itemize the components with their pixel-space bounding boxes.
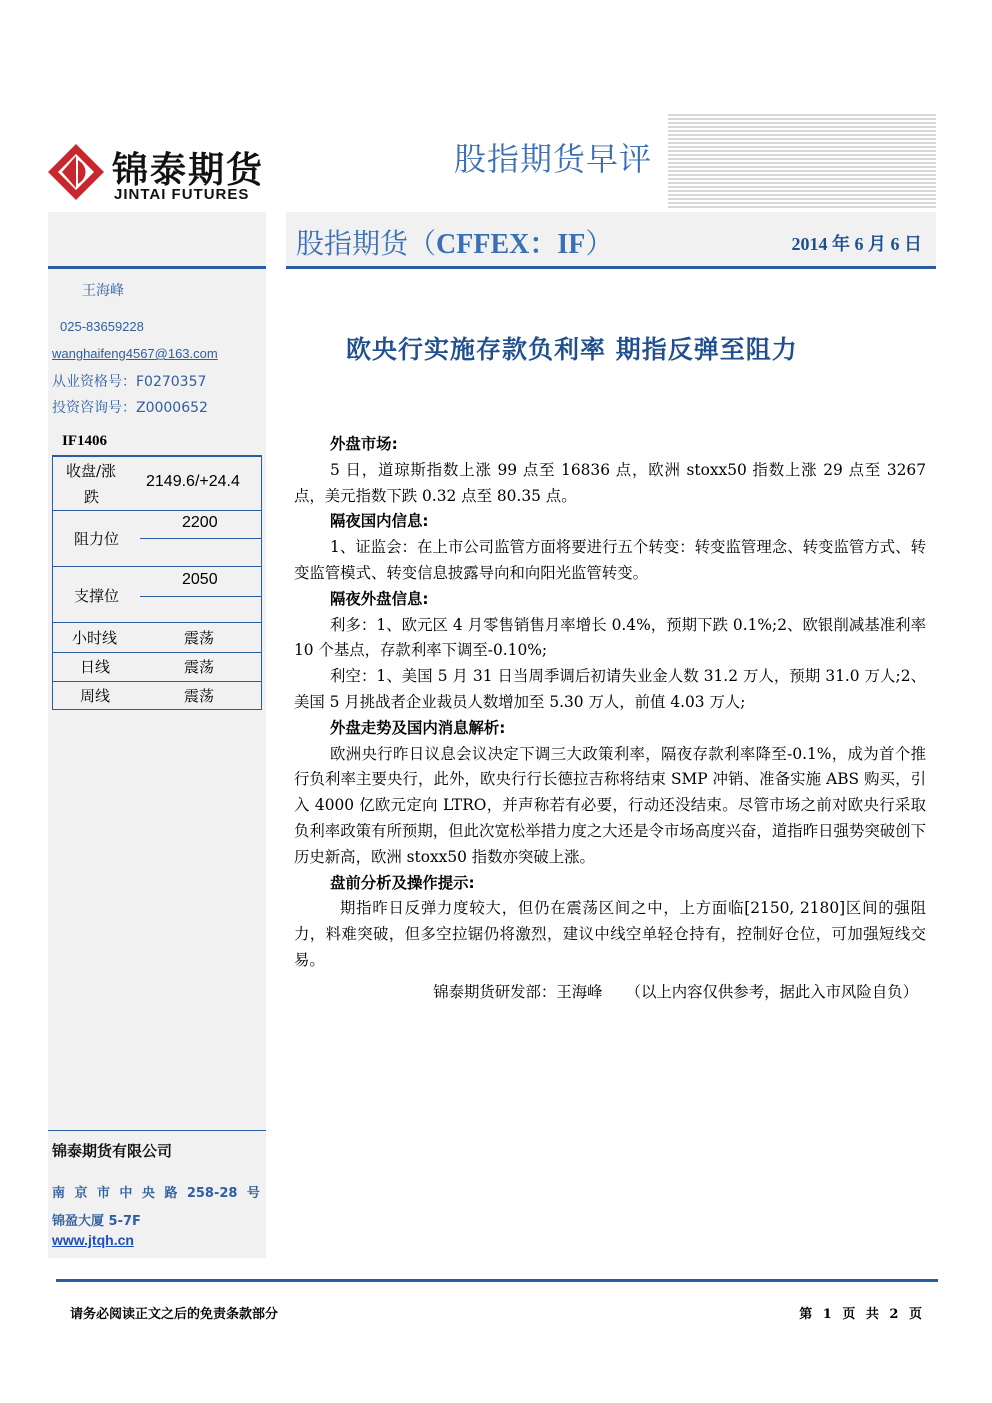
category-band-rule (286, 266, 936, 269)
category-title (296, 222, 613, 262)
report-body (294, 432, 926, 1006)
address-part: 258-28 (186, 1186, 238, 1201)
category-title-en: CFFEX：IF (436, 229, 586, 260)
paragraph-domestic-news: 1、证监会：在上市公司监管方面将要进行五个转变：转变监管理念、转变监管方式、转变监管模式、转变信息披露导向和向阳光监管转变。 (294, 538, 926, 582)
footer-rule (56, 1279, 938, 1282)
footer-page-number: 第 1 页 共 2 页 (799, 1307, 922, 1322)
table-row-divider (52, 681, 262, 682)
table-right-rule (261, 457, 262, 710)
table-bottom-rule (52, 709, 262, 710)
category-title-close: ） (585, 227, 614, 260)
hourly-label: 小时线 (72, 629, 118, 647)
address-part: 市 (96, 1186, 110, 1201)
address-part: 央 (141, 1186, 155, 1201)
table-row-divider (52, 622, 262, 623)
daily-value: 震荡 (184, 658, 215, 676)
table-row-divider (140, 596, 262, 597)
resistance-label: 阻力位 (74, 530, 120, 548)
hourly-value: 震荡 (184, 629, 215, 647)
report-date: 2014 年 6 月 6 日 (791, 234, 922, 254)
paragraph-operation-tips: 期指昨日反弹力度较大，但仍在震荡区间之中，上方面临[2150, 2180]区间的强阻力，料难突破，但多空拉锯仍将激烈，建议中线空单轻仓持有，控制好仓位，可加强短线交易。 (294, 899, 926, 969)
support-value: 2050 (182, 571, 218, 588)
table-top-rule (52, 455, 262, 457)
report-headline: 欧央行实施存款负利率 期指反弹至阻力 (346, 335, 798, 364)
section-heading-overseas-market: 外盘市场: (330, 435, 398, 453)
paragraph-analysis: 欧洲央行昨日议息会议决定下调三大政策利率，隔夜存款利率降至-0.1%，成为首个推行负利率主要央行，此外，欧央行行长德拉吉称将结束 SMP 冲销、准备实施 ABS 购买，引入 4000 亿欧元定向 LTRO，并声称若有必要，行动还没结束。尽管市场之前对欧央行采取负利率政策有所预期，但此次宽松举措力度之大还是令市场高度兴奋，道指昨日强势突破创下历史新高，欧洲 stoxx50 指数亦突破上涨。 (294, 744, 926, 866)
section-heading-domestic-news: 隔夜国内信息: (330, 512, 429, 531)
report-signature: 锦泰期货研发部：王海峰 （以上内容仅供参考，据此入市风险自负） (433, 982, 918, 1001)
close-change-value: 2149.6/+24.4 (146, 473, 240, 490)
analyst-phone: 025-83659228 (60, 319, 144, 334)
section-heading-analysis: 外盘走势及国内消息解析: (330, 718, 506, 737)
daily-label: 日线 (80, 658, 111, 676)
address-part: 路 (164, 1186, 178, 1201)
resistance-value: 2200 (182, 514, 218, 531)
consult-number: 投资咨询号：Z0000652 (52, 400, 208, 416)
table-row-divider (52, 566, 262, 567)
table-row-divider (52, 652, 262, 653)
contract-label: IF1406 (62, 433, 107, 449)
weekly-label: 周线 (80, 687, 111, 705)
close-change-label-line2: 跌 (84, 488, 100, 506)
weekly-value: 震荡 (184, 687, 215, 705)
company-name: 锦泰期货有限公司 (52, 1142, 173, 1160)
logo-diamond-icon (48, 144, 104, 200)
table-row-divider (140, 538, 262, 539)
section-heading-overseas-news: 隔夜外盘信息: (330, 589, 429, 608)
company-address (52, 1180, 260, 1236)
logo-chinese-name: 锦泰期货 (112, 150, 265, 191)
address-part: 号 (246, 1186, 260, 1201)
footer-disclaimer: 请务必阅读正文之后的免责条款部分 (70, 1307, 279, 1322)
table-left-rule (52, 457, 53, 710)
report-type-title: 股指期货早评 (454, 140, 653, 178)
address-part: 京 (74, 1186, 88, 1201)
address-line2: 锦盈大厦 5-7F (52, 1214, 141, 1229)
close-change-label-line1: 收盘/涨 (66, 462, 117, 480)
section-heading-operation-tips: 盘前分析及操作提示: (330, 873, 475, 892)
support-label: 支撑位 (74, 587, 120, 605)
paragraph-bearish-factors: 利空：1、美国 5 月 31 日当周季调后初请失业金人数 31.2 万人，预期 31.0 万人;2、美国 5 月挑战者企业裁员人数增加至 5.30 万人，前值 4.03 万人; (294, 667, 926, 711)
sidebar-panel (48, 212, 266, 1258)
category-title-cn: 股指期货（ (296, 227, 437, 260)
table-row-divider (52, 510, 262, 511)
address-part: 南 (52, 1186, 66, 1201)
logo-english-name: JINTAI FUTURES (114, 186, 250, 203)
analyst-name: 王海峰 (82, 283, 124, 299)
sidebar-top-rule (48, 266, 266, 269)
address-part: 中 (119, 1186, 133, 1201)
header-stripe-pattern (668, 114, 936, 210)
qualification-number: 从业资格号：F0270357 (52, 374, 207, 390)
company-logo (48, 138, 268, 208)
paragraph-overseas-market: 5 日，道琼斯指数上涨 99 点至 16836 点，欧洲 stoxx50 指数上涨 29 点至 3267 点，美元指数下跌 0.32 点至 80.35 点。 (294, 460, 926, 505)
paragraph-bullish-factors: 利多：1、欧元区 4 月零售销售月率增长 0.4%，预期下跌 0.1%;2、欧银削减基准利率 10 个基点，存款利率下调至-0.10%; (294, 615, 926, 660)
analyst-email-link[interactable]: wanghaifeng4567@163.com (52, 346, 218, 361)
company-website-link[interactable]: www.jtqh.cn (52, 1232, 134, 1248)
company-divider (48, 1130, 266, 1131)
